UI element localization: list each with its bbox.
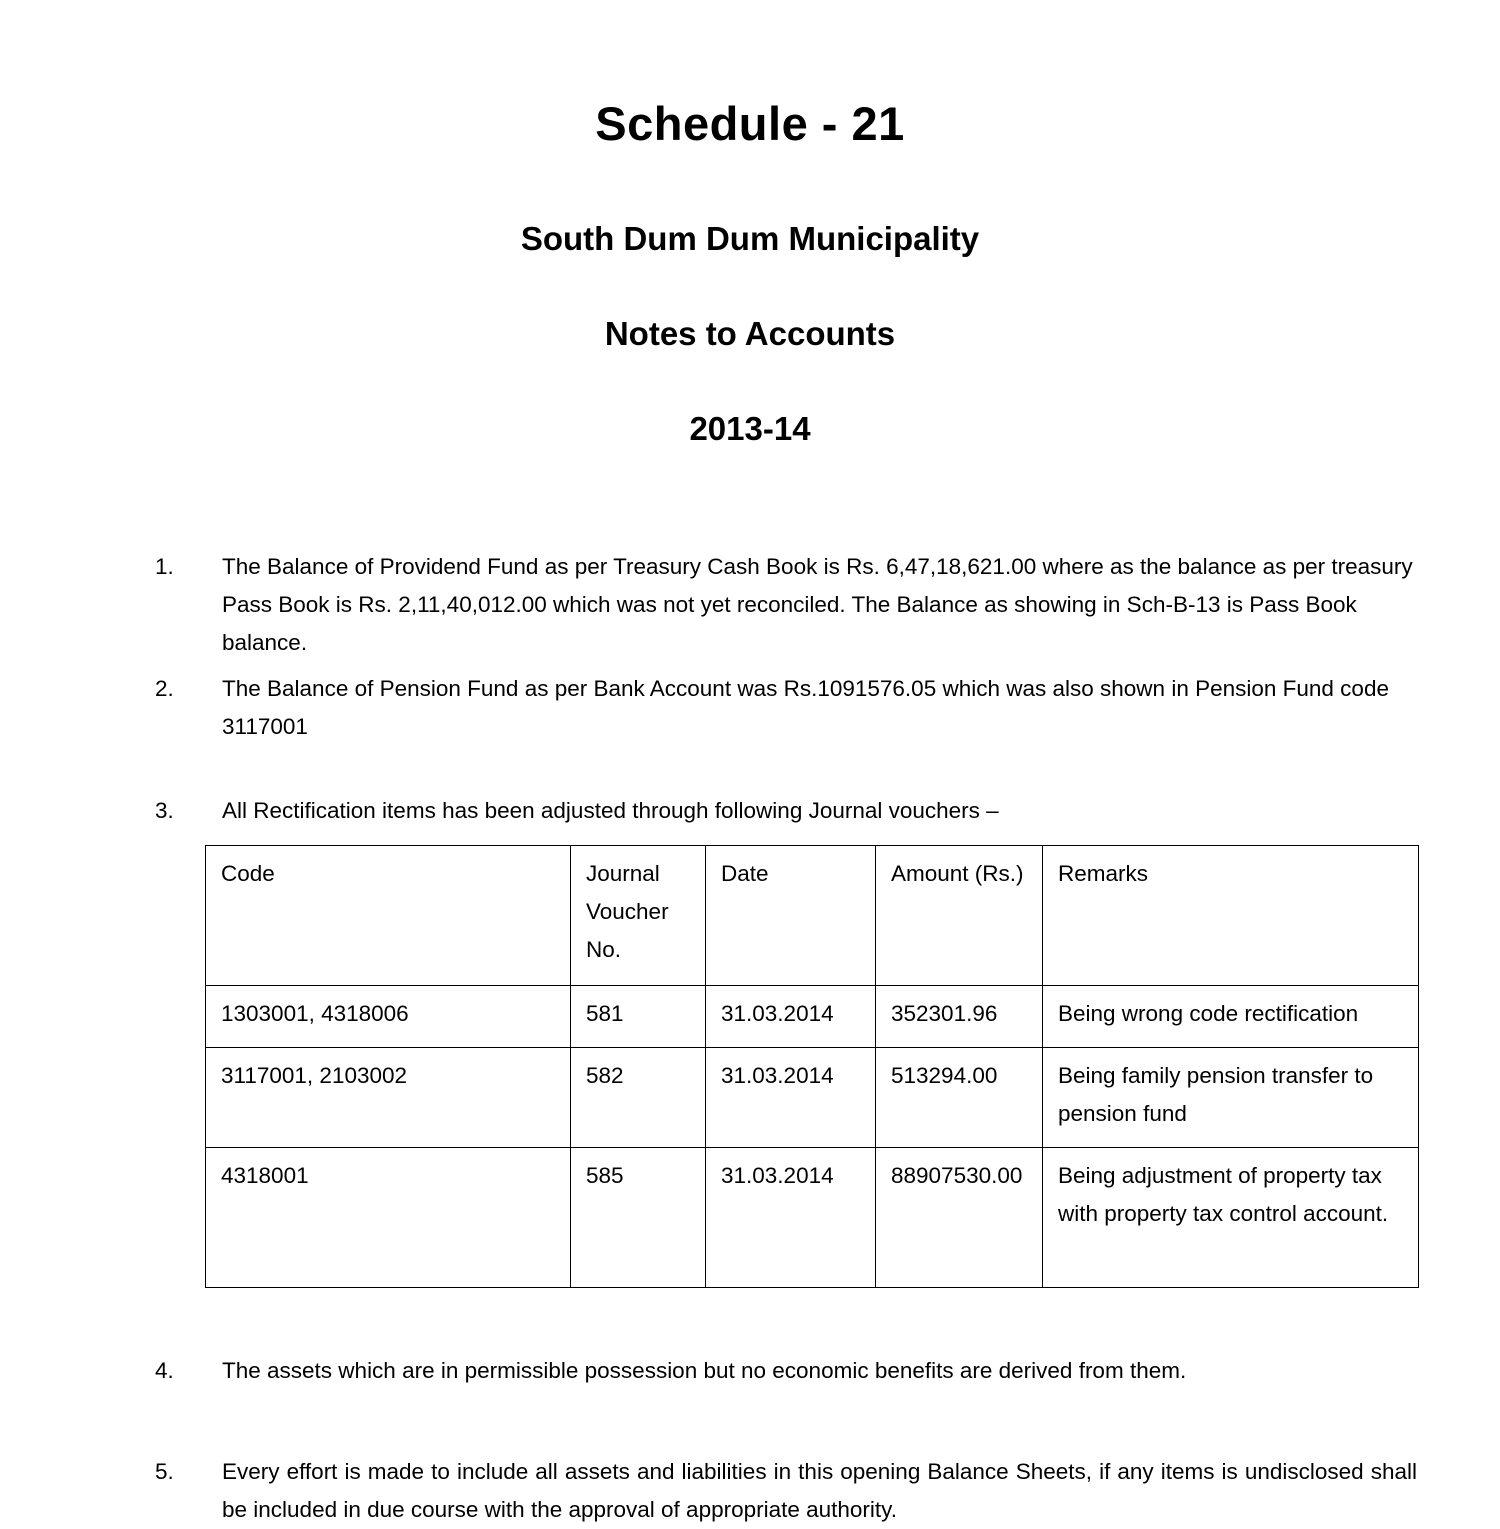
column-header-date: Date [706,846,876,986]
list-item-text: The Balance of Providend Fund as per Treasury Cash Book is Rs. 6,47,18,621.00 where as the balance as per treasury Pass Book is Rs. 2,11,40,012.00 which was not yet reconciled. The Balance as showing in Sch-B-13 is Pass Book balance. [222,554,1413,655]
table-row [206,1148,1419,1288]
cell-code: 1303001, 4318006 [206,986,571,1048]
table-row [206,986,1419,1048]
cell-voucher-no: 585 [571,1148,706,1288]
cell-code: 3117001, 2103002 [206,1048,571,1148]
cell-remarks: Being adjustment of property tax with property tax control account. [1043,1148,1419,1288]
table-row [206,1048,1419,1148]
list-item-text: The Balance of Pension Fund as per Bank Account was Rs.1091576.05 which was also shown in Pension Fund code 3117001 [222,676,1389,739]
subtitle-municipality: South Dum Dum Municipality [520,220,980,257]
cell-amount: 513294.00 [876,1048,1043,1148]
cell-date: 31.03.2014 [706,986,876,1048]
column-header-amount: Amount (Rs.) [876,846,1043,986]
subtitle-notes-to-accounts: Notes to Accounts [604,315,896,352]
subtitle-year: 2013-14 [689,410,811,447]
column-header-code: Code [206,846,571,986]
cell-date: 31.03.2014 [706,1148,876,1288]
list-item-number: 4. [155,1358,174,1383]
cell-amount: 352301.96 [876,986,1043,1048]
cell-voucher-no: 582 [571,1048,706,1148]
list-item [155,548,1417,662]
column-header-journal-voucher-no: Journal Voucher No. [571,846,706,986]
cell-remarks: Being wrong code rectification [1043,986,1419,1048]
journal-vouchers-table [205,845,1419,1288]
list-item [155,792,1417,830]
list-item-text: All Rectification items has been adjusted through following Journal vouchers – [222,798,999,823]
cell-remarks: Being family pension transfer to pension fund [1043,1048,1419,1148]
column-header-remarks: Remarks [1043,846,1419,986]
list-item [155,1453,1417,1529]
list-item [155,1352,1417,1390]
list-item-number: 2. [155,676,174,701]
list-item-number: 5. [155,1459,174,1484]
cell-code: 4318001 [206,1148,571,1288]
page-title: Schedule - 21 [595,97,905,150]
cell-voucher-no: 581 [571,986,706,1048]
list-item-text: The assets which are in permissible possession but no economic benefits are derived from them. [222,1358,1187,1383]
table-header-row [206,846,1419,986]
list-item-number: 3. [155,798,174,823]
cell-amount: 88907530.00 [876,1148,1043,1288]
notes-list-top [155,548,1417,830]
list-item-number: 1. [155,554,174,579]
list-item-text: Every effort is made to include all assets and liabilities in this opening Balance Sheets, if any items is undisclosed shall be included in due course with the approval of appropriate authority. [222,1459,1417,1522]
cell-date: 31.03.2014 [706,1048,876,1148]
list-item [155,670,1417,746]
